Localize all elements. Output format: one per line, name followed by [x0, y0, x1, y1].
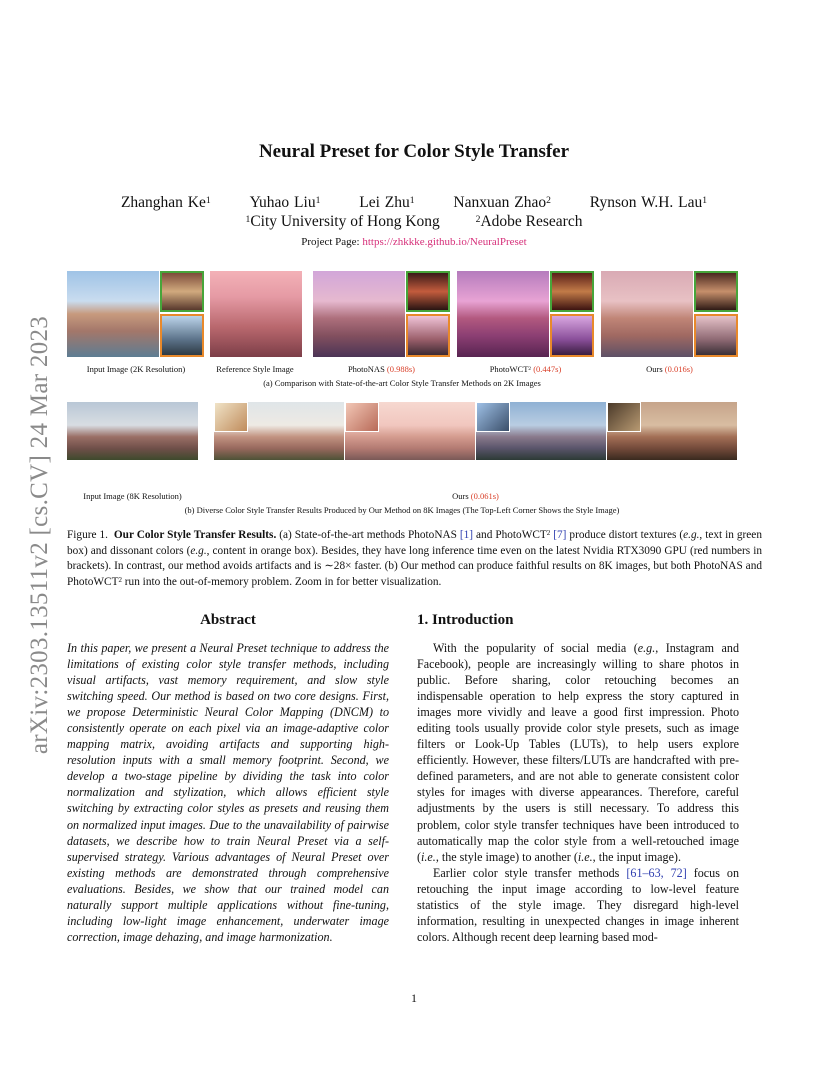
abstract-heading: Abstract: [200, 612, 256, 628]
label-input-2k: Input Image (2K Resolution): [86, 364, 186, 374]
style-image-thumbnail: [476, 402, 510, 432]
author-list: [0, 194, 828, 212]
label-input-8k: Input Image (8K Resolution): [83, 491, 182, 501]
label-reference-style: Reference Style Image: [216, 364, 294, 374]
photowct2-result: [457, 271, 549, 357]
affiliation: $^1$City University of Hong Kong: [245, 213, 440, 230]
orange-zoom-box: [694, 314, 738, 357]
author: Lei Zhu$^1$: [359, 194, 415, 211]
introduction-body: [417, 640, 739, 945]
affiliations: [0, 213, 828, 231]
orange-zoom-box: [160, 314, 204, 357]
label-ours-8k: Ours (0.061s): [452, 491, 499, 501]
style-image-thumbnail: [214, 402, 248, 432]
intro-paragraph-2: Earlier color style transfer methods [61–63, 72] focus on retouching the input image according to low-level feature statistics of the style image. They disregard high-level information, resulting in unexpected changes in image inherent colors. Although recent deep learning based mod-: [417, 865, 739, 944]
introduction-heading: 1. Introduction: [417, 612, 514, 628]
author: Zhanghan Ke$^1$: [120, 194, 211, 211]
paper-title: Neural Preset for Color Style Transfer: [258, 141, 570, 162]
reference-style-image: [210, 271, 302, 357]
subcaption-b: (b) Diverse Color Style Transfer Results Produced by Our Method on 8K Images (The Top-Left Corner Shows the Style Image): [184, 505, 620, 515]
label-photowct2: PhotoWCT$^2$ (0.447s): [489, 364, 562, 374]
page-number: 1: [411, 991, 417, 1005]
intro-paragraph-1: With the popularity of social media (e.g., Instagram and Facebook), people are increasingly willing to share photos in public. Before sharing, color retouching becomes an indispensable operation to help express the story captured in images more vividly and leave a good first impression. Photo editing tools usually provide color style presets, such as image filters or Look-Up Tables (LUTs), to help users explore efficiently. However, these filters/LUTs are handcrafted with pre-defined parameters, and are not able to generate consistent color styles for images with diverse appearances. Therefore, careful adjustments by the users is still necessary. To address this problem, color style transfer techniques have been introduced to automatically map the color style from a well-retouched image (i.e., the style image) to another (i.e., the input image).: [417, 641, 740, 864]
style-image-thumbnail: [345, 402, 379, 432]
orange-zoom-box: [550, 314, 594, 357]
photonas-result: [313, 271, 405, 357]
green-zoom-box: [694, 271, 738, 312]
input-image-2k: [67, 271, 159, 357]
abstract-body: In this paper, we present a Neural Preset technique to address the limitations of existing color style transfer methods, including visual artifacts, vast memory requirement, and slow style switching speed. Our method is based on two core designs. First, we propose Deterministic Neural Color Mapping (DNCM) to consistently operate on each pixel via an image-adaptive color mapping matrix, avoiding artifacts and supporting high-resolution inputs with a small memory footprint. Second, we develop a two-stage pipeline by dividing the task into color normalization and stylization, which allows efficient style switching by extracting color styles as presets and reusing them on normalized input images. Due to the unavailability of pairwise datasets, we describe how to train Neural Preset via a self-supervised strategy. Various advantages of Neural Preset over existing methods are demonstrated through comprehensive evaluations. Besides, we show that our trained model can naturally support multiple applications without fine-tuning, including low-light image enhancement, underwater image correction, image dehazing, and image harmonization.: [67, 641, 389, 944]
author: Nanxuan Zhao$^2$: [453, 194, 551, 211]
style-image-thumbnail: [607, 402, 641, 432]
green-zoom-box: [550, 271, 594, 312]
author: Rynson W.H. Lau$^1$: [589, 194, 708, 211]
author: Yuhao Liu$^1$: [249, 194, 321, 211]
project-link[interactable]: https://zhkkke.github.io/NeuralPreset: [362, 236, 527, 248]
arxiv-side-id-text: arXiv:2303.13511v2 [cs.CV] 24 Mar 2023: [26, 315, 53, 755]
subcaption-a: (a) Comparison with State-of-the-art Color Style Transfer Methods on 2K Images: [263, 378, 541, 388]
ours-result-2k: [601, 271, 693, 357]
label-photonas: PhotoNAS (0.988s): [347, 364, 416, 374]
green-zoom-box: [406, 271, 450, 312]
arxiv-side-id: [8, 285, 72, 785]
project-page: Project Page: https://zhkkke.github.io/NeuralPreset: [301, 236, 527, 248]
orange-zoom-box: [406, 314, 450, 357]
green-zoom-box: [160, 271, 204, 312]
input-image-8k: [67, 402, 198, 460]
affiliation: $^2$Adobe Research: [475, 213, 583, 230]
label-ours-2k: Ours (0.016s): [646, 364, 693, 374]
figure-caption: Figure 1. Our Color Style Transfer Results. (a) State-of-the-art methods PhotoNAS [1] and PhotoWCT$^2$ [7] produce distort textures (e.g., text in green box) and dissonant colors (e.g., content in orange box). Besides, they have long inference time even on the latest Nvidia RTX3090 GPU (red numbers in brackets). In contrast, our method avoids artifacts and is ∼28× faster. (b) Our method can produce faithful results on 8K images, but both PhotoNAS and PhotoWCT$^2$ run into the out-of-memory problem. Zoom in for better visualization.: [67, 528, 762, 588]
